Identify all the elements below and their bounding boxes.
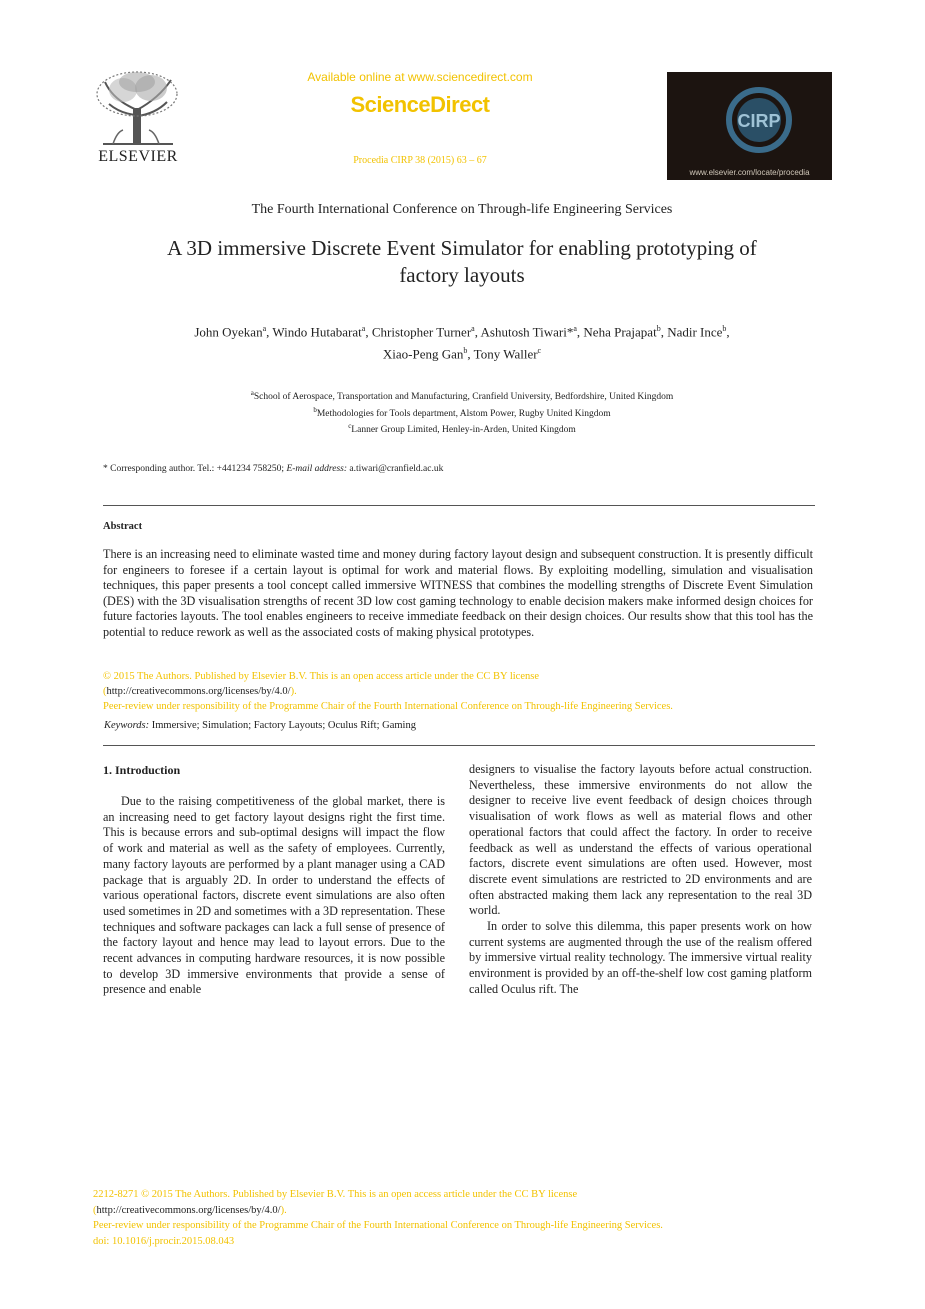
intro-paragraph-2: In order to solve this dilemma, this paper presents work on how current systems are augmented through the use of the realism offered by immersive virtual reality technology. The immersive virtual reality environment is provided by an off-the-shelf low cost gaming platform called Oculus rift. The	[469, 919, 812, 996]
keywords-list: Immersive; Simulation; Factory Layouts; Oculus Rift; Gaming	[149, 720, 416, 731]
paper-title	[92, 235, 832, 289]
author-name: Xiao-Peng Gan	[382, 346, 464, 362]
journal-reference: Procedia CIRP 38 (2015) 63 – 67	[353, 155, 487, 166]
author-separator: ,	[474, 324, 481, 340]
intro-paragraph-continued: designers to visualise the factory layouts before actual construction. Nevertheless, these immersive environments do not allow the designer to receive live event feedback of design choices through visualisation of work flows as well as material flows and other operational factors that could affect the factory. In order to receive feedback as well as understand the effects of various operational factors, discrete event simulations are often used. However, most discrete event simulations are restricted to 2D environments and are often abstracted making them lack any representation to the real 3D world.	[469, 762, 812, 918]
footer-doi[interactable]: doi: 10.1016/j.procir.2015.08.043	[93, 1235, 235, 1247]
keywords-label: Keywords:	[104, 720, 150, 731]
corresponding-author	[103, 464, 803, 474]
email-address[interactable]: a.tiwari@cranfield.ac.uk	[347, 464, 444, 474]
available-online-link[interactable]: Available online at www.sciencedirect.com	[307, 70, 533, 84]
author-affiliation-mark: a	[262, 324, 267, 333]
author-affiliation-mark: a	[471, 324, 475, 333]
copyright-block	[103, 669, 813, 714]
author-name: John Oyekan	[194, 324, 263, 340]
affiliation	[92, 420, 832, 437]
author-list	[112, 319, 812, 364]
cirp-logo-text: CIRP	[737, 111, 781, 131]
author-name: Tony Waller	[473, 346, 538, 362]
author-name: Ashutosh Tiwari*	[480, 324, 574, 340]
copyright-line: © 2015 The Authors. Published by Elsevier B.V. This is an open access article under the CC BY license	[103, 671, 539, 682]
text-column-right	[469, 762, 812, 998]
author-affiliation-mark: b	[722, 324, 727, 333]
title-line-2: factory layouts	[399, 263, 525, 287]
affiliation-mark: b	[313, 405, 317, 414]
affiliation	[92, 404, 832, 421]
author-affiliation-mark: b	[656, 324, 661, 333]
footer-peer-review: Peer-review under responsibility of the Programme Chair of the Fourth International Conference on Through-life Engineering Services.	[93, 1220, 663, 1231]
corresponding-prefix: * Corresponding author. Tel.: +441234 758250;	[103, 464, 287, 474]
affiliation-text: Lanner Group Limited, Henley-in-Arden, United Kingdom	[351, 425, 576, 436]
license-line	[103, 684, 813, 699]
divider-top	[103, 505, 815, 506]
peer-review-line: Peer-review under responsibility of the Programme Chair of the Fourth International Conference on Through-life Engineering Services.	[103, 701, 673, 712]
procedia-url[interactable]: www.elsevier.com/locate/procedia	[689, 168, 810, 177]
footer-copyright: 2212-8271 © 2015 The Authors. Published by Elsevier B.V. This is an open access article under the CC BY license	[93, 1189, 578, 1200]
license-link[interactable]: http://creativecommons.org/licenses/by/4.0/	[106, 686, 291, 697]
title-line-1: A 3D immersive Discrete Event Simulator for enabling prototyping of	[167, 236, 757, 260]
footer-license-line	[93, 1203, 813, 1219]
author-line-2	[112, 341, 812, 363]
affiliation-text: School of Aerospace, Transportation and Manufacturing, Cranfield University, Bedfordshire, United Kingdom	[253, 392, 674, 403]
footer-block	[93, 1187, 813, 1249]
affiliation-text: Methodologies for Tools department, Alstom Power, Rugby United Kingdom	[316, 408, 611, 419]
author-separator: ,	[467, 346, 474, 362]
divider-bottom	[103, 745, 815, 746]
keywords	[104, 720, 804, 731]
abstract-text: There is an increasing need to eliminate wasted time and money during factory layout design and subsequent construction. It is presently difficult for engineers to foresee if a certain layout is optimal for work and material flows. By exploiting modelling, simulation and visualisation techniques, this paper presents a tool concept called immersive WITNESS that combines the modelling strengths of Discrete Event Simulation (DES) with the 3D visualisation strengths of recent 3D low cost gaming technology to enable decision makers make informed design choices for future factories layouts. The tool enables engineers to receive immediate feedback on their design choices. Our results show that this tool has the potential to reduce rework as well as the associated costs of making physical prototypes.	[103, 547, 813, 639]
author-name: Windo Hutabarat	[272, 324, 362, 340]
email-label: E-mail address:	[286, 464, 348, 474]
text-column-left	[103, 794, 445, 998]
intro-paragraph-1: Due to the raising competitiveness of the global market, there is an increasing need to get factory layout designs right the first time. This is because errors and sub-optimal designs will impact the flow of work and material as well as the safety of employees. Currently, many factory layouts are performed by a plant manager using a CAD package that is arguably 2D. In order to understand the effects of various operational factors, discrete event simulations are also often used sometimes in 2D and sometimes with a 3D representation. These techniques and software packages can lack a full sense of presence of the factory layout and hence may lead to layout errors. Due to the recent advances in computing hardware resources, it is now possible to develop 3D immersive environments that provide a sense of presence and enable	[103, 794, 445, 997]
author-affiliation-mark: a	[361, 324, 366, 333]
conference-name: The Fourth International Conference on Through-life Engineering Services	[251, 202, 673, 217]
author-name: Nadir Ince	[667, 324, 723, 340]
author-affiliation-mark: c	[537, 346, 542, 356]
sciencedirect-logo: ScienceDirect	[350, 92, 490, 117]
footer-close: ).	[280, 1204, 287, 1216]
cirp-logo	[667, 72, 832, 180]
footer-license-link[interactable]: http://creativecommons.org/licenses/by/4.0/	[96, 1204, 281, 1216]
license-open: (	[103, 686, 107, 697]
author-name: Neha Prajapat	[583, 324, 657, 340]
footer-open: (	[93, 1204, 97, 1216]
license-close: ).	[290, 686, 297, 697]
affiliation	[92, 387, 832, 404]
affiliation-list	[92, 387, 832, 437]
author-separator: ,	[726, 324, 730, 340]
elsevier-wordmark: ELSEVIER	[98, 148, 178, 165]
author-separator: ,	[365, 324, 372, 340]
abstract-heading: Abstract	[103, 521, 143, 532]
author-name: Christopher Turner	[371, 324, 472, 340]
author-separator: ,	[266, 324, 273, 340]
author-separator: ,	[660, 324, 668, 340]
affiliation-mark: a	[250, 389, 254, 397]
author-line-1	[112, 319, 812, 341]
author-affiliation-mark: a	[573, 324, 577, 333]
author-affiliation-mark: b	[463, 346, 468, 356]
author-separator: ,	[576, 324, 584, 340]
section-heading-introduction: 1. Introduction	[103, 763, 181, 777]
affiliation-mark: c	[348, 422, 352, 431]
